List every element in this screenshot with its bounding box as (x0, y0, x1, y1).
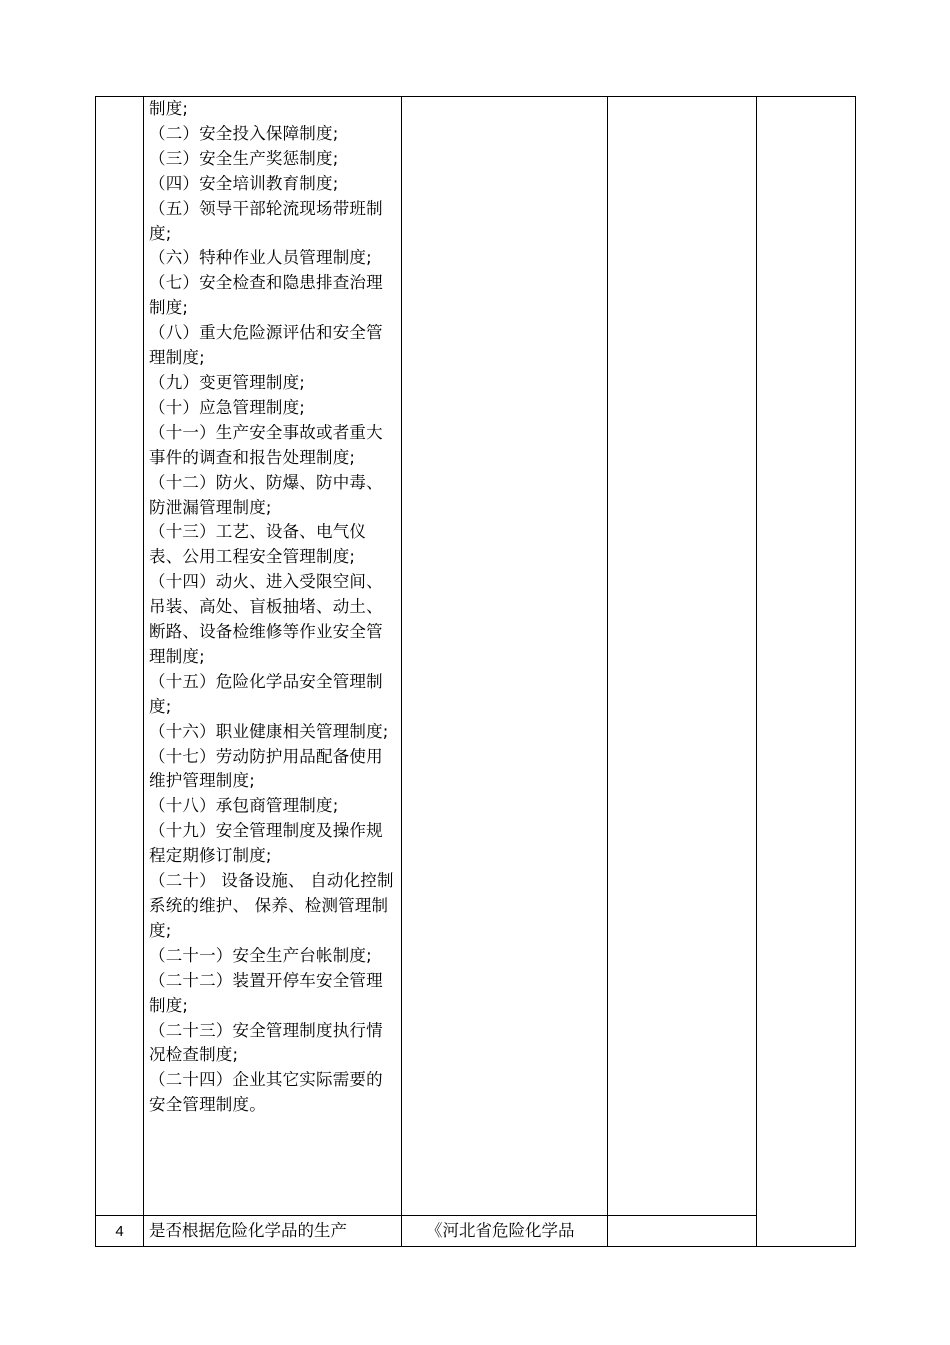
list-item: （二十二）装置开停车安全管理制度; (149, 970, 383, 1015)
list-item: （七）安全检查和隐患排查治理制度; (149, 273, 383, 318)
list-item: （十三）工艺、设备、电气仪表、公用工程安全管理制度; (149, 522, 367, 567)
remark-cell (757, 97, 856, 1247)
list-item: （十四）动火、进入受限空间、吊装、高处、盲板抽堵、动土、断路、设备检维修等作业安全管理制度; (149, 572, 383, 666)
list-item: （二）安全投入保障制度; (149, 123, 339, 143)
list-item: （十）应急管理制度; (149, 397, 306, 417)
list-item: （十六）职业健康相关管理制度; (149, 721, 389, 741)
list-item: （十二）防火、防爆、防中毒、防泄漏管理制度; (149, 472, 383, 517)
list-item: （二十一）安全生产台帐制度; (149, 945, 372, 965)
list-item: 制度; (149, 99, 189, 118)
list-item: （五）领导干部轮流现场带班制度; (149, 198, 383, 243)
row-number: 4 (96, 1216, 144, 1247)
check-item-text: 是否根据危险化学品的生产 (144, 1216, 402, 1247)
number-cell (96, 97, 144, 1216)
list-item: （十五）危险化学品安全管理制度; (149, 671, 383, 716)
list-item: （四）安全培训教育制度; (149, 173, 339, 193)
table-row (96, 1216, 856, 1247)
list-item: （二十） 设备设施、 自动化控制系统的维护、 保养、检测管理制度; (149, 871, 394, 940)
basis-cell (402, 97, 608, 1216)
regulation-list (144, 97, 401, 1118)
content-cell (144, 97, 402, 1216)
list-item: （六）特种作业人员管理制度; (149, 248, 372, 268)
inspection-table (95, 96, 856, 1247)
list-item: （十八）承包商管理制度; (149, 796, 339, 816)
list-item: （八）重大危险源评估和安全管理制度; (149, 323, 383, 368)
basis-text: 《河北省危险化学品 (402, 1216, 608, 1247)
list-item: （二十三）安全管理制度执行情况检查制度; (149, 1020, 383, 1065)
result-cell (608, 1216, 757, 1247)
table-row (96, 97, 856, 1216)
list-item: （二十四）企业其它实际需要的安全管理制度。 (149, 1070, 383, 1115)
list-item: （十一）生产安全事故或者重大事件的调查和报告处理制度; (149, 422, 383, 467)
result-cell (608, 97, 757, 1216)
list-item: （九）变更管理制度; (149, 372, 306, 392)
list-item: （十七）劳动防护用品配备使用维护管理制度; (149, 746, 383, 791)
list-item: （十九）安全管理制度及操作规程定期修订制度; (149, 821, 383, 866)
list-item: （三）安全生产奖惩制度; (149, 148, 339, 168)
